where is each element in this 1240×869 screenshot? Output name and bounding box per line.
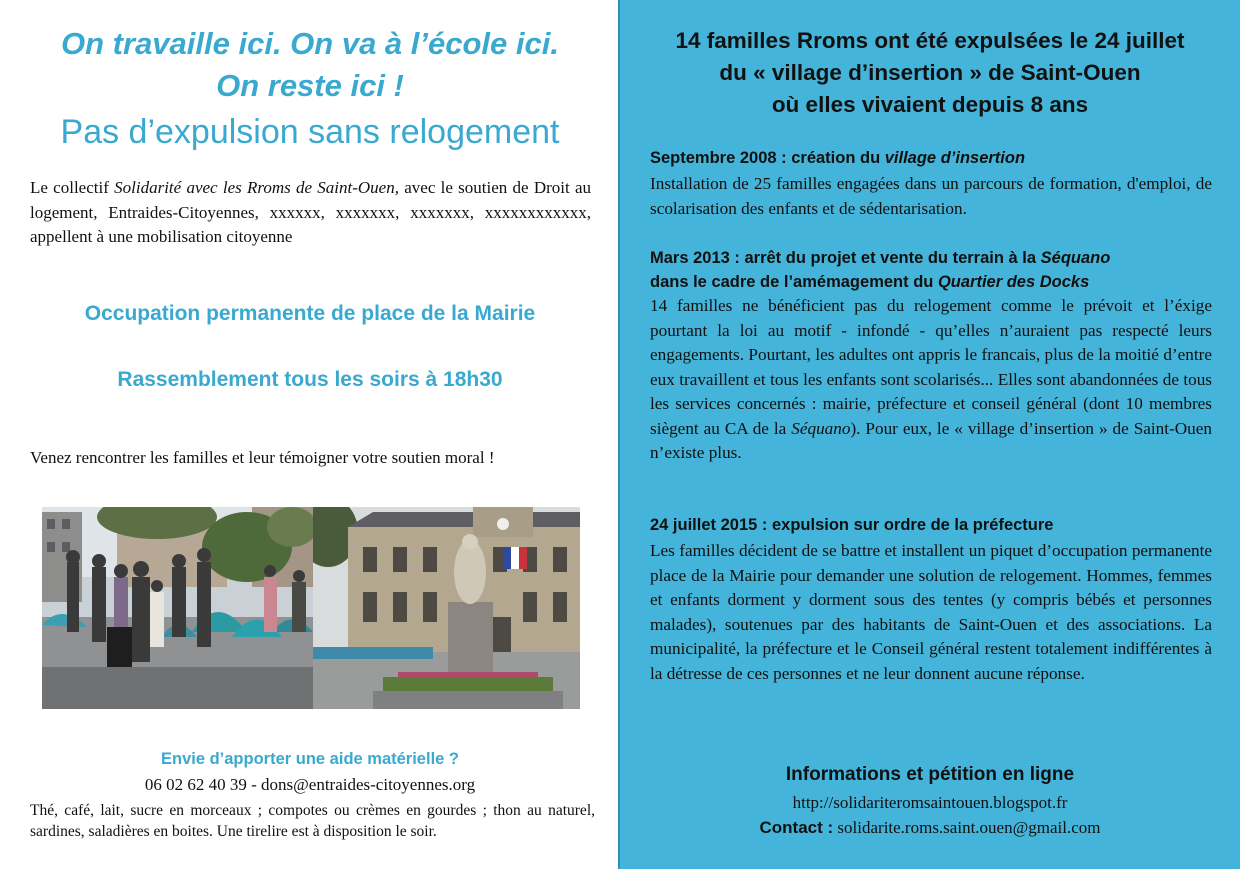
section-2008-heading: Septembre 2008 : création du village d’insertion	[650, 149, 1026, 167]
right-title-line-2: du « village d’insertion » de Saint-Ouen	[719, 60, 1141, 85]
section-2008-text: Installation de 25 familles engagées dans un parcours de formation, d'emploi, de scolarisation des enfants et de sédentarisation.	[650, 174, 1212, 218]
town-hall-photo	[313, 507, 580, 709]
right-title-line-3: où elles vivaient depuis 8 ans	[771, 92, 1089, 117]
donation-list: Thé, café, lait, sucre en morceaux ; compotes ou crèmes en gourdes ; thon au naturel, sardines, saladières en boites. Une tirelire est à disposition le soir.	[30, 802, 595, 840]
intro-paragraph: Le collectif Solidarité avec les Rroms de Saint-Ouen, avec le soutien de Droit au logement, Entraides-Citoyennes, xxxxxx, xxxxxxx, xxxxxxx, xxxxxxxxxxxx, appellent à une mobilisation citoyenne	[30, 178, 592, 246]
headline-line-3: Pas d’expulsion sans relogement	[60, 113, 560, 151]
info-heading: Informations et pétition en ligne	[785, 764, 1075, 785]
contact-email[interactable]: solidarite.roms.saint.ouen@gmail.com	[833, 818, 1101, 837]
section-2013-text: 14 familles ne bénéficient pas du relogement comme le prévoit et l’éxige pourtant la loi au motif - infondé - qu’elles n’auraient pas respecté leurs engagements. Pourtant, les adultes ont appris le francais, plus de la moitié d’entre eux travaillent et tous les enfants sont scolarisés... Elles sont abandonnées de tous les services concernés : mairie, préfecture et conseil général (dont 10 membres siègent au CA de la Séquano). Pour eux, le « village d’insertion » de Saint-Ouen n’existe plus.	[650, 296, 1212, 462]
material-help-heading: Envie d’apporter une aide matérielle ?	[160, 750, 459, 768]
camp-photo	[42, 507, 313, 709]
contact-line	[630, 818, 1230, 838]
section-2015-text: Les familles décident de se battre et installent un piquet d’occupation permanente place de la Mairie pour demander une solution de relogement. Hommes, femmes et enfants dorment y dorment sous des tentes (y compris bébés et personnes malades), soutenues par des habitants de Saint-Ouen et des associations. La municipalité, la préfecture et le Conseil général restent totalement indifférentes à la détresse de ces personnes et ne leur donnent aucune réponse.	[650, 541, 1212, 683]
section-2013-heading: Mars 2013 : arrêt du projet et vente du terrain à la Séquano dans le cadre de l’amémagement du Quartier des Docks	[650, 249, 1111, 291]
occupation-heading: Occupation permanente de place de la Mairie	[84, 302, 536, 325]
invitation-text: Venez rencontrer les familles et leur témoigner votre soutien moral !	[30, 448, 495, 467]
blog-url[interactable]: http://solidariteromsaintouen.blogspot.fr	[792, 793, 1068, 812]
contact-label: Contact :	[759, 818, 834, 837]
headline-line-1: On travaille ici. On va à l’école ici.	[61, 26, 559, 61]
rassemblement-heading: Rassemblement tous les soirs à 18h30	[117, 368, 503, 391]
collective-name: Solidarité avec les Rroms de Saint-Ouen,	[114, 178, 399, 197]
donation-contact: 06 02 62 40 39 - dons@entraides-citoyennes.org	[144, 775, 476, 794]
section-2015-heading: 24 juillet 2015 : expulsion sur ordre de la préfecture	[650, 516, 1054, 534]
headline-line-2: On reste ici !	[216, 68, 404, 103]
right-title-line-1: 14 familles Rroms ont été expulsées le 24 juillet	[675, 28, 1185, 53]
